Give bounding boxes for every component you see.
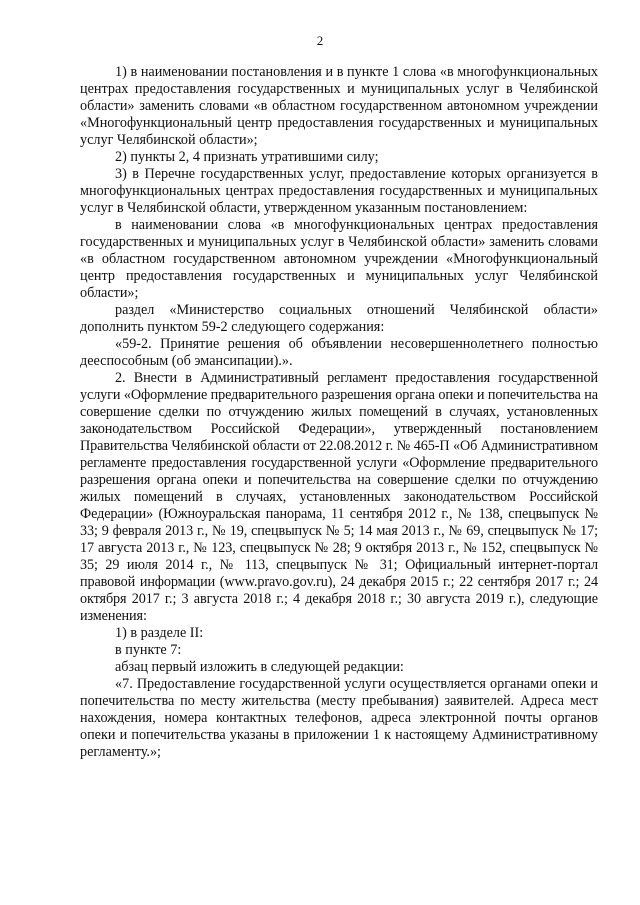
paragraph-section-addition: раздел «Министерство социальных отношений Челябинской области» дополнить пунктом 59-2 следующего содержания: — [80, 302, 598, 335]
paragraph-point-7: в пункте 7: — [115, 642, 182, 658]
paragraph-rename-clause: в наименовании слова «в многофункциональных центрах предоставления государственных и муниципальных услуг в Челябинской области» заменить словами «в областном государственном автономном учреждении «Многофункциональный центр предоставления государственных и муниципальных услуг Челябинской области»; — [80, 217, 598, 301]
paragraph-item-59-2: «59-2. Принятие решения об объявлении несовершеннолетнего полностью дееспособным (об эмансипации).». — [80, 336, 598, 369]
paragraph-point-7-text: «7. Предоставление государственной услуги осуществляется органами опеки и попечительства по месту жительства (месту пребывания) заявителей. Адреса мест нахождения, номера контактных телефонов, адреса электронной почты органов опеки и попечительства указаны в приложении 1 к настоящему Административному регламенту.»; — [80, 676, 598, 760]
paragraph-item-1: 1) в наименовании постановления и в пункте 1 слова «в многофункциональных центрах предоставления государственных и муниципальных услуг в Челябинской области» заменить словами «в областном государственном автономном учреждении «Многофункциональный центр предоставления государственных и муниципальных услуг Челябинской области»; — [80, 64, 598, 148]
paragraph-item-2: 2) пункты 2, 4 признать утратившими силу; — [115, 149, 379, 165]
page-number: 2 — [316, 33, 324, 48]
paragraph-regulation-amendment: 2. Внести в Административный регламент предоставления государственной услуги «Оформление предварительного разрешения органа опеки и попечительства на совершение сделки по отчуждению жилых помещений в случаях, установленных законодательством Российской Федерации», утвержденный постановлением Правительства Челябинской области от 22.08.2012 г. № 465-П «Об Административном регламенте предоставления государственной услуги «Оформление предварительного разрешения органа опеки и попечительства на совершение сделки по отчуждению жилых помещений в случаях, установленных законодательством Российской Федерации» (Южноуральская панорама, 11 сентября 2012 г., № 138, спецвыпуск № 33; 9 февраля 2013 г., № 19, спецвыпуск № 5; 14 мая 2013 г., № 69, спецвыпуск № 17; 17 августа 2013 г., № 123, спецвыпуск № 28; 9 октября 2013 г., № 152, спецвыпуск № 35; 29 июля 2014 г., № 113, спецвыпуск № 31; Официальный интернет-портал правовой информации (www.pravo.gov.ru), 24 декабря 2015 г.; 22 сентября 2017 г.; 24 октября 2017 г.; 3 августа 2018 г.; 4 декабря 2018 г.; 30 августа 2019 г.), следующие изменения: — [80, 370, 598, 624]
document-body — [80, 64, 598, 761]
paragraph-first-abzac: абзац первый изложить в следующей редакции: — [115, 659, 404, 675]
paragraph-item-3: 3) в Перечне государственных услуг, предоставление которых организуется в многофункциональных центрах предоставления государственных и муниципальных услуг в Челябинской области, утвержденном указанным постановлением: — [80, 166, 598, 216]
paragraph-section-ii: 1) в разделе II: — [115, 625, 204, 641]
